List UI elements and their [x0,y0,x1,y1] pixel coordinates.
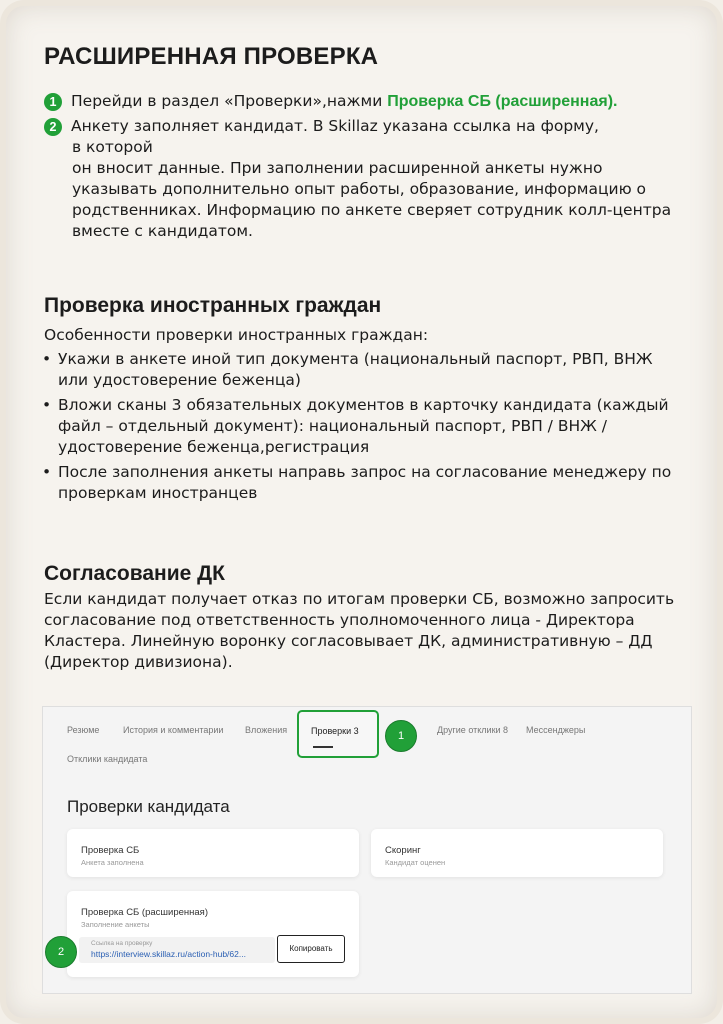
active-tab-indicator [313,746,333,748]
callout-badge-2: 2 [45,936,77,968]
list-item: • Укажи в анкете иной тип документа (национальный паспорт, РВП, ВНЖ или удостоверение беженца) [42,349,682,391]
tab-candidate-responses[interactable]: Отклики кандидата [67,754,148,764]
tab-history[interactable]: История и комментарии [123,725,224,735]
tab-attachments[interactable]: Вложения [245,725,288,735]
dk-paragraph: Если кандидат получает отказ по итогам проверки СБ, возможно запросить согласование под ответственность уполномоченного лица - Директора Кластера. Линейную воронку согласовывает ДК, административную – ДД (Директор дивизиона). [44,590,675,671]
foreign-intro: Особенности проверки иностранных граждан: [44,326,429,344]
tab-resume[interactable]: Резюме [67,725,100,735]
list-item: • После заполнения анкеты направь запрос на согласование менеджеру по проверкам иностранцев [42,462,682,504]
tab-checks-label: Проверки 3 [311,726,359,736]
section-title: Проверки кандидата [67,797,230,816]
link-field[interactable] [79,937,275,963]
tab-messengers[interactable]: Мессенджеры [526,725,586,735]
list-item: • Вложи сканы 3 обязательных документов в карточку кандидата (каждый файл – отдельный документ): национальный паспорт, РВП / ВНЖ /удостоверение беженца,регистрация [42,395,682,458]
callout-badge-1: 1 [385,720,417,752]
card-title: Проверка СБ (расширенная) [81,907,208,918]
step-2-paragraph: он вносит данные. При заполнении расширенной анкеты нужно указывать дополнительно опыт работы, образование, информацию о родственниках. Информацию по анкете сверяет сотрудник колл-центра вместе с кандидатом. [72,159,672,240]
step-2-line-2: в которой [72,138,153,156]
card-title: Проверка СБ [81,845,140,856]
foreign-heading: Проверка иностранных граждан [44,294,382,317]
step-2-line-1: Анкету заполняет кандидат. В Skillaz указана ссылка на форму, [71,117,599,135]
card-subtitle: Кандидат оценен [385,858,446,867]
copy-button[interactable]: Копировать [277,935,345,963]
card-subtitle: Анкета заполнена [81,858,144,867]
link-url[interactable]: https://interview.skillaz.ru/action-hub/62... [91,949,246,959]
page-title: РАСШИРЕННАЯ ПРОВЕРКА [44,43,379,70]
step-1-highlight: Проверка СБ (расширенная). [387,93,618,110]
card-subtitle: Заполнение анкеты [81,920,150,929]
step-number-badge: 2 [44,118,62,136]
card-title: Скоринг [385,845,421,856]
card-scoring[interactable] [371,829,663,877]
foreign-bullet-list [42,349,682,508]
link-caption: Ссылка на проверку [91,940,153,947]
dk-heading: Согласование ДК [44,562,225,585]
embedded-screenshot [42,706,692,994]
step-number-badge: 1 [44,93,62,111]
card-sb-extended[interactable] [67,891,359,977]
card-sb-check[interactable] [67,829,359,877]
step-1-text: Перейди в раздел «Проверки»,нажми [71,92,388,110]
tab-other-responses[interactable]: Другие отклики 8 [437,725,509,735]
tab-checks[interactable] [297,710,379,758]
